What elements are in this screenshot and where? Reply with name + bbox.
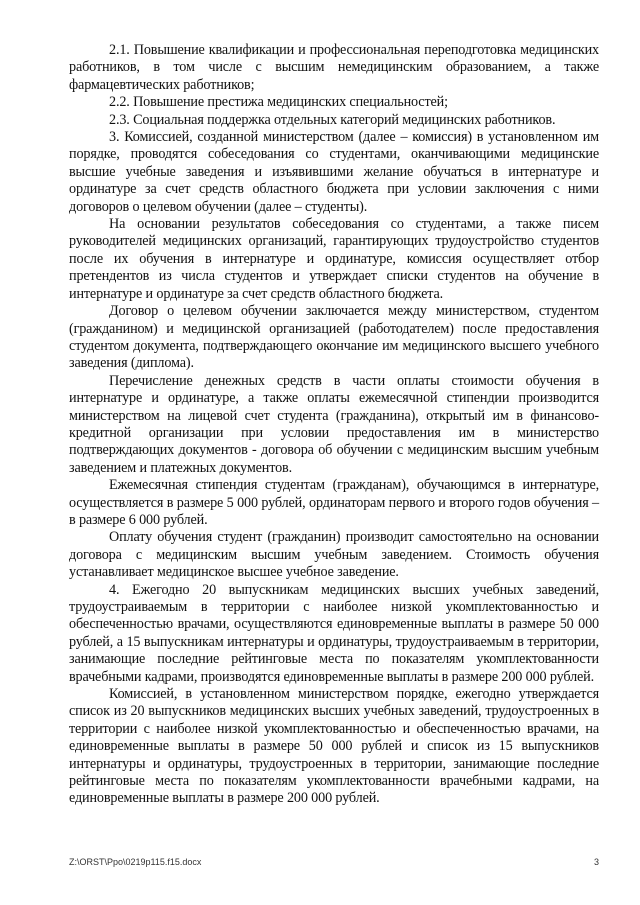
paragraph-commission-list: Комиссией, в установленном министерством порядке, ежегодно утверждается список из 20 выпускников медицинских высших учебных заведений, трудоустроенных в территории с наиболее низкой укомплектованностью и обеспеченностью врачами, на единовременные выплаты в размере 50 000 рублей и список из 15 выпускников интернатуры и ординатуры, трудоустроенных в территории, занимающие последние рейтинговые места по показателям укомплектованности врачебными кадрами, на единовременные выплаты в размере 200 000 рублей. <box>69 686 599 807</box>
paragraph-3: 3. Комиссией, созданной министерством (далее – комиссия) в установленном им порядке, проводятся собеседования со студентами, оканчивающими медицинские высшие учебные заведения и изъявившими желание обучаться в интернатуре и ординатуре за счет средств областного бюджета при условии заключения с ними договоров о целевом обучении (далее – студенты). <box>69 129 599 215</box>
paragraph-transfer: Перечисление денежных средств в части оплаты стоимости обучения в интернатуре и ординатуре, а также оплаты ежемесячной стипендии производится министерством на лицевой счет студента (гражданина), открытый им в финансово-кредитной организации при условии предоставления им в министерство подтверждающих документов - договора об обучении с медицинским высшим учебным заведением и платежных документов. <box>69 372 599 476</box>
paragraph-2-1: 2.1. Повышение квалификации и профессиональная переподготовка медицинских работников, в том числе с высшим немедицинским образованием, а также фармацевтических работников; <box>69 42 599 93</box>
paragraph-contract: Договор о целевом обучении заключается между министерством, студентом (гражданином) и медицинской организацией (работодателем) после предоставления студентом документа, подтверждающего окончание им медицинского высшего учебного заведения (диплома). <box>69 303 599 372</box>
file-path: Z:\ORST\Ppo\0219p115.f15.docx <box>69 857 202 867</box>
paragraph-selection: На основании результатов собеседования со студентами, а также писем руководителей медицинских организаций, гарантирующих трудоустройство студентов после их обучения в интернатуре и ординатуре, комиссия осуществляет отбор претендентов из числа студентов и утверждает списки студентов на обучение в интернатуре и ординатуре за счет средств областного бюджета. <box>69 216 599 302</box>
page-number: 3 <box>593 857 599 867</box>
paragraph-tuition: Оплату обучения студент (гражданин) производит самостоятельно на основании договора с медицинским высшим учебным заведением. Стоимость обучения устанавливает медицинское высшее учебное заведение. <box>69 529 599 581</box>
paragraph-2-2: 2.2. Повышение престижа медицинских специальностей; <box>109 94 448 111</box>
paragraph-4: 4. Ежегодно 20 выпускникам медицинских высших учебных заведений, трудоустраиваемым в территории с наиболее низкой укомплектованностью и обеспеченностью врачами, осуществляются единовременные выплаты в размере 50 000 рублей, а 15 выпускникам интернатуры и ординатуры, трудоустраиваемым в территории, занимающие последние рейтинговые места по показателям укомплектованности врачебными кадрами, производятся единовременные выплаты в размере 200 000 рублей. <box>69 581 599 685</box>
paragraph-2-3: 2.3. Социальная поддержка отдельных категорий медицинских работников. <box>109 111 556 128</box>
paragraph-stipend: Ежемесячная стипендия студентам (гражданам), обучающимся в интернатуре, осуществляется в размере 5 000 рублей, ординаторам первого и второго годов обучения – в размере 6 000 рублей. <box>69 477 599 528</box>
document-body <box>69 42 599 808</box>
